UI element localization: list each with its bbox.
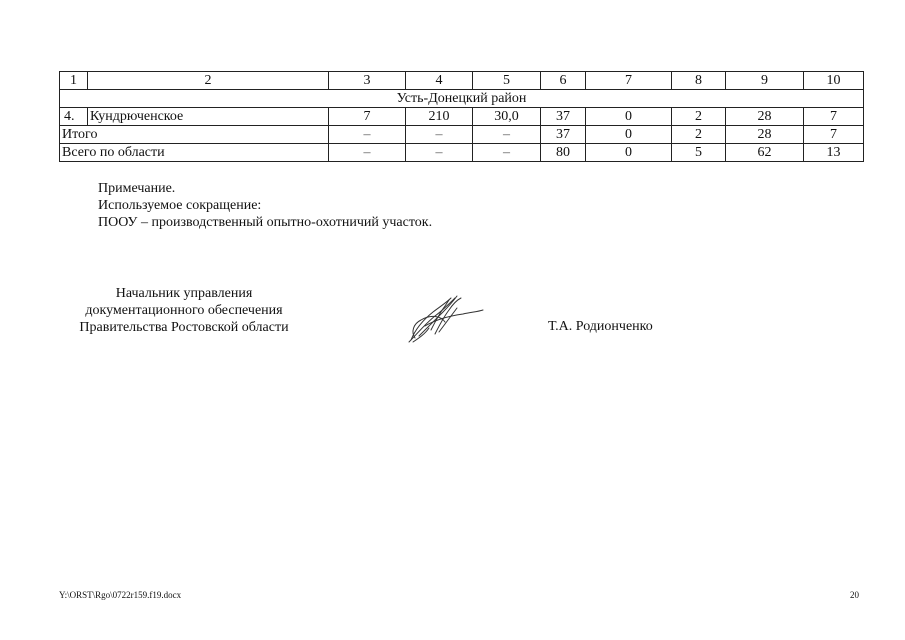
table-cell: 62 [726,144,804,162]
note-abbreviation-heading: Используемое сокращение: [98,198,262,213]
header-cell: 2 [88,72,329,90]
row-name: Кундрюченское [88,108,329,126]
header-cell: 8 [672,72,726,90]
table-cell: 7 [804,108,864,126]
table-cell: 0 [586,144,672,162]
header-cell: 5 [473,72,541,90]
page-number: 20 [850,590,859,600]
signer-position [59,285,309,336]
section-title-row [60,90,864,108]
table-cell: – [406,126,473,144]
header-cell: 7 [586,72,672,90]
table-cell: 28 [726,126,804,144]
table-header-row [60,72,864,90]
note-title: Примечание. [98,181,176,196]
table-cell: 210 [406,108,473,126]
note-block [98,180,432,231]
signer-position-line: Правительства Ростовской области [79,320,289,335]
table-cell: – [406,144,473,162]
header-cell: 4 [406,72,473,90]
table-cell: 7 [329,108,406,126]
section-title: Усть-Донецкий район [60,90,864,108]
table-cell: – [329,144,406,162]
table-cell: – [473,144,541,162]
signer-name: Т.А. Родионченко [548,319,653,334]
header-cell: 6 [541,72,586,90]
handwritten-signature [405,290,485,345]
table-cell: 37 [541,126,586,144]
footer-file-path: Y:\ORST\Rgo\0722r159.f19.docx [59,590,182,600]
total-label: Итого [60,126,329,144]
table-cell: 2 [672,108,726,126]
table-cell: 2 [672,126,726,144]
header-cell: 3 [329,72,406,90]
table-cell: 37 [541,108,586,126]
table-cell: 5 [672,144,726,162]
data-table [59,71,864,162]
note-abbreviation: ПООУ – производственный опытно-охотничий участок. [98,215,433,230]
table-cell: 28 [726,108,804,126]
signer-position-line: Начальник управления [115,286,253,301]
table-cell: – [473,126,541,144]
row-number: 4. [60,108,88,126]
table-cell: 30,0 [473,108,541,126]
header-cell: 1 [60,72,88,90]
header-cell: 9 [726,72,804,90]
table-cell: 0 [586,108,672,126]
table-cell: 13 [804,144,864,162]
region-total-row [60,144,864,162]
table-cell: – [329,126,406,144]
table-cell: 80 [541,144,586,162]
header-cell: 10 [804,72,864,90]
total-row [60,126,864,144]
signer-position-line: документационного обеспечения [85,303,283,318]
table-row [60,108,864,126]
region-total-label: Всего по области [60,144,329,162]
table-cell: 0 [586,126,672,144]
table-cell: 7 [804,126,864,144]
